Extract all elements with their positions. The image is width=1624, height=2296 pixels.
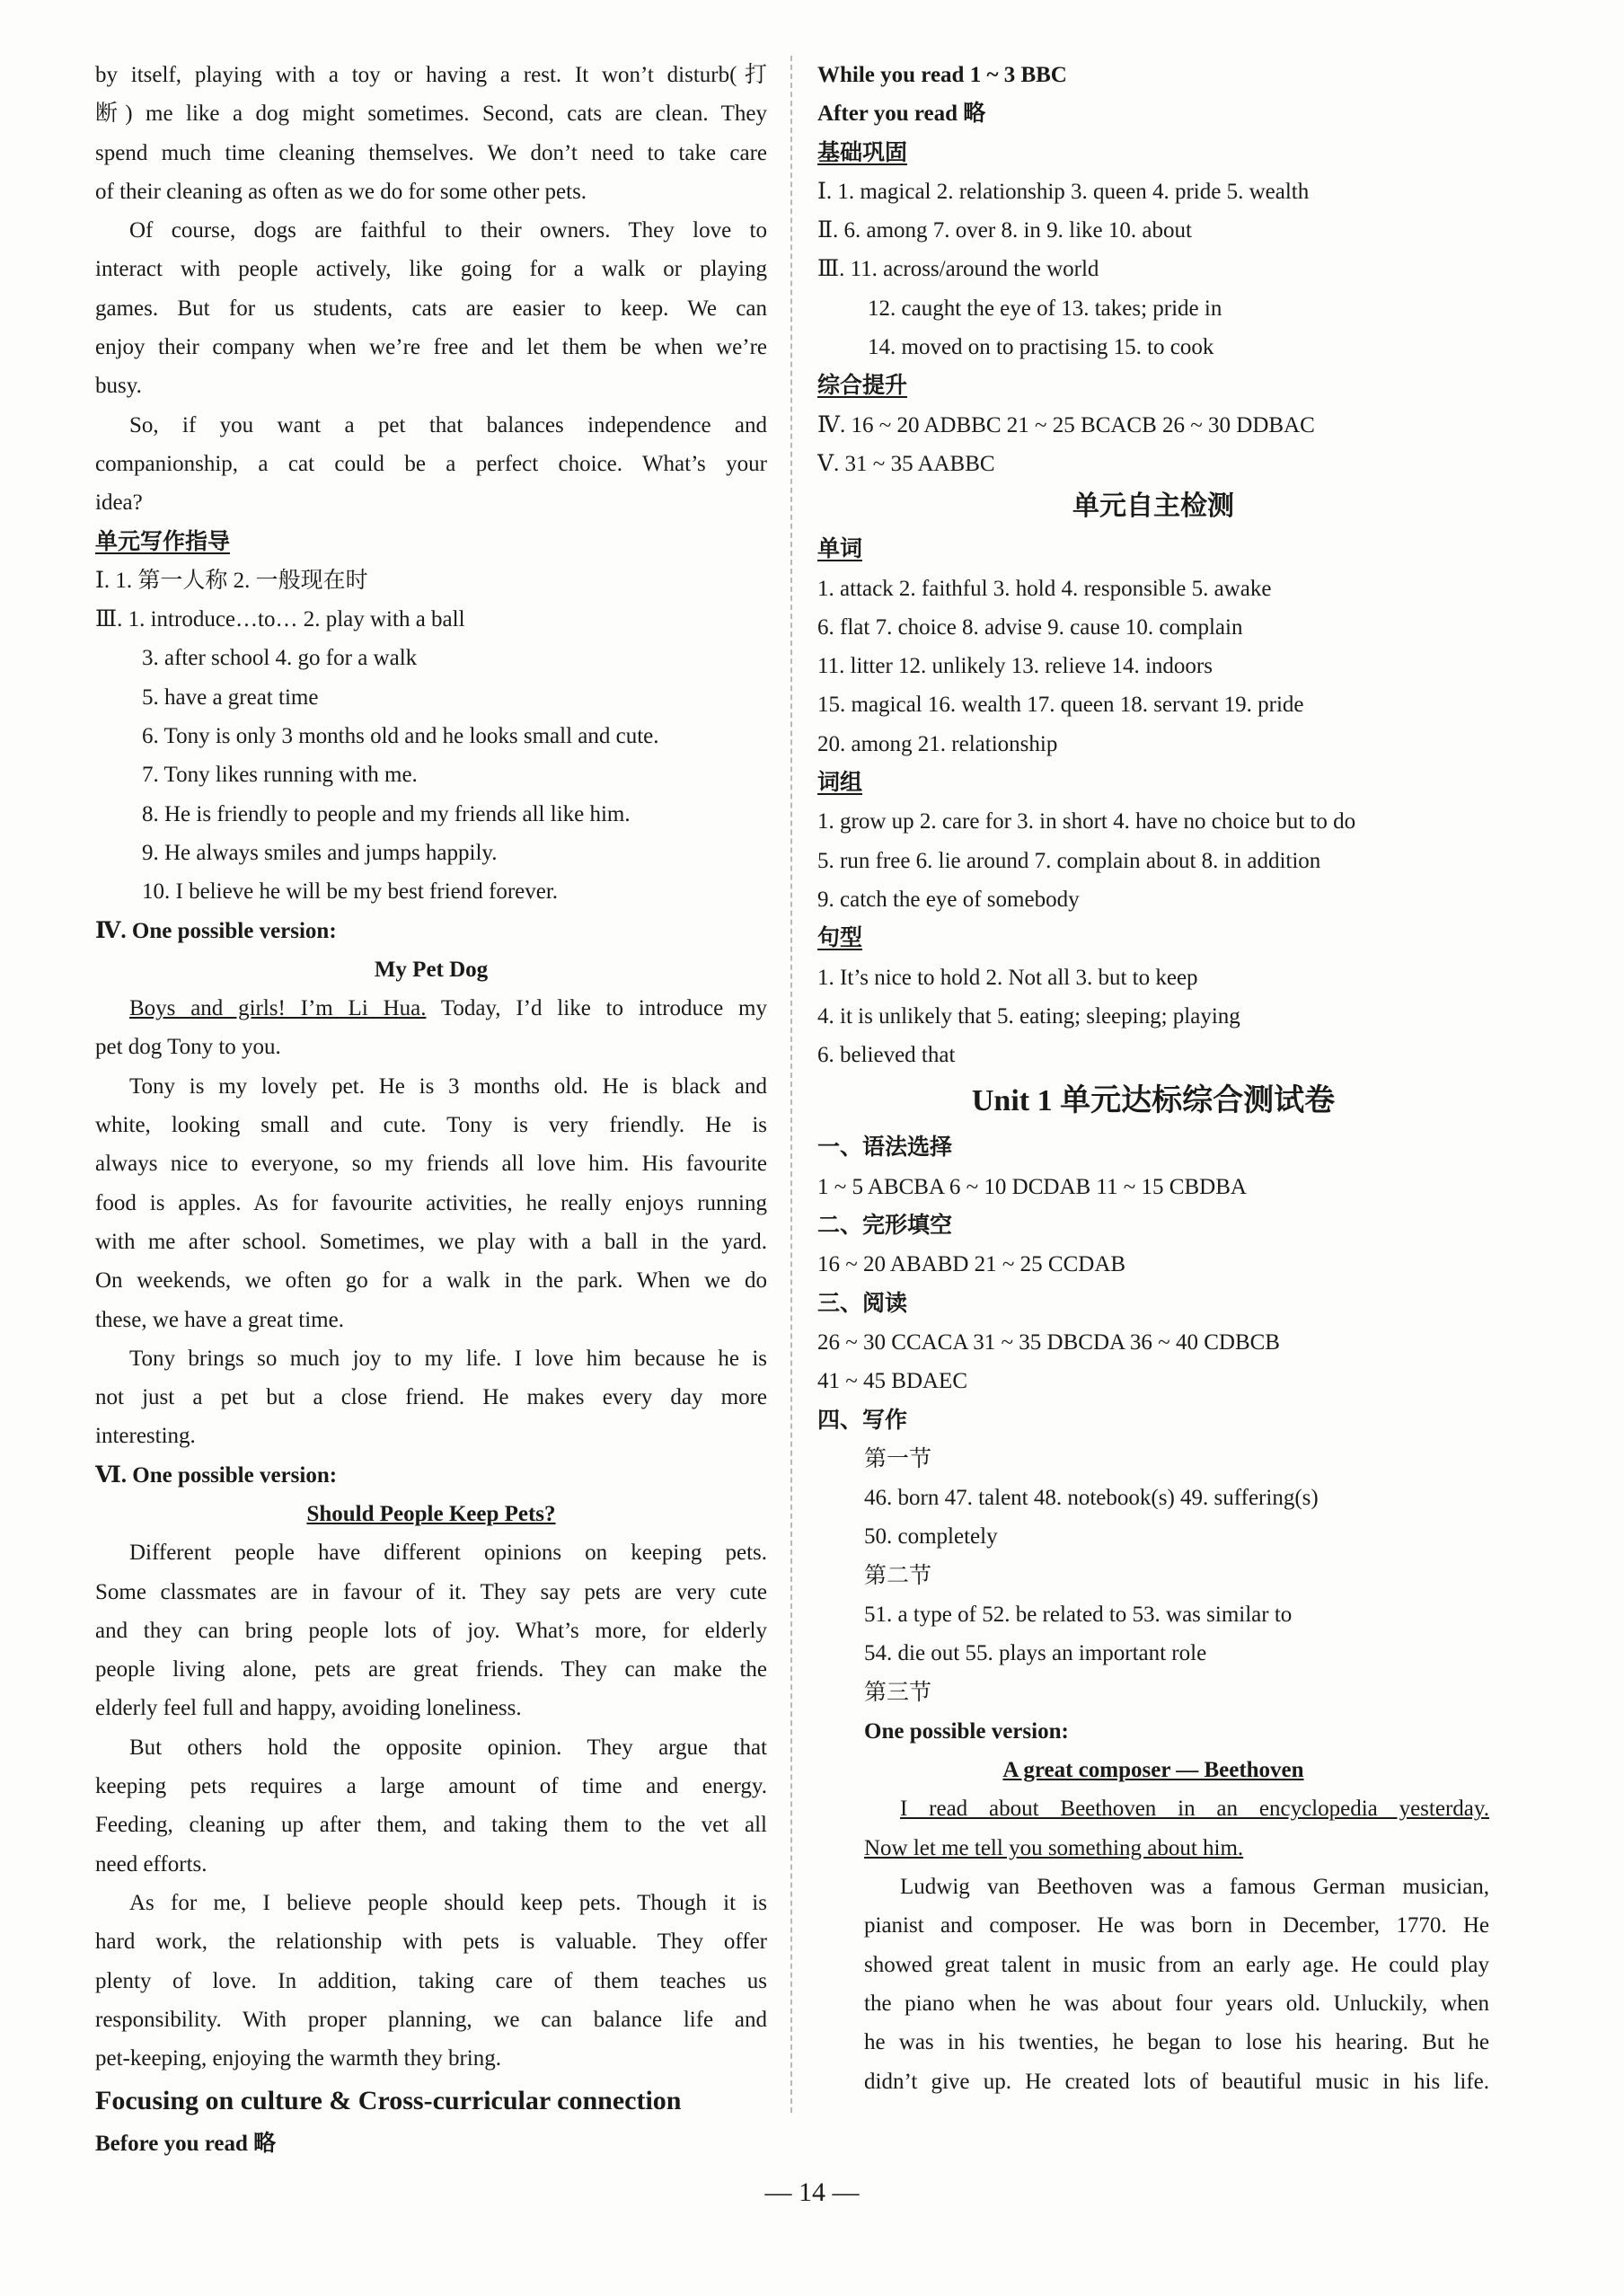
right-text-line: 单词 — [817, 537, 863, 562]
left-text-line: My Pet Dog — [374, 957, 489, 982]
left-text-line: Some classmates are in favour of it. They say pets are very cute — [95, 1579, 767, 1604]
left-text-line: hard work, the relationship with pets is valuable. They offer — [95, 1930, 767, 1955]
right-text-line: 14. moved on to practising 15. to cook — [868, 335, 1214, 360]
left-text-line: As for me, I believe people should keep pets. Though it is — [129, 1890, 767, 1915]
left-text-line: spend much time cleaning themselves. We don’t need to take care — [95, 140, 767, 165]
left-text-line: with me after school. Sometimes, we play with a ball in the yard. — [95, 1229, 767, 1254]
left-text-line: Boys and girls! I’m Li Hua. Today, I’d like to introduce my — [129, 996, 767, 1021]
left-text-line: pet-keeping, enjoying the warmth they bring. — [95, 2046, 501, 2071]
left-text-line: idea? — [95, 490, 143, 516]
right-text-line: Ⅰ. 1. magical 2. relationship 3. queen 4. pride 5. wealth — [817, 179, 1310, 204]
right-text-line: 12. caught the eye of 13. takes; pride in — [868, 296, 1222, 321]
right-text-line: 9. catch the eye of somebody — [817, 887, 1080, 912]
right-text-line: Unit 1 单元达标综合测试卷 — [971, 1084, 1336, 1118]
left-text-line: of their cleaning as often as we do for some other pets. — [95, 179, 587, 204]
right-text-line: 1. grow up 2. care for 3. in short 4. have no choice but to do — [817, 809, 1356, 835]
left-text-line: So, if you want a pet that balances independence and — [129, 412, 767, 437]
left-text-line: keeping pets requires a large amount of time and energy. — [95, 1774, 767, 1799]
right-text-line: the piano when he was about four years old. Unluckily, when — [864, 1991, 1489, 2016]
left-text-line: Focusing on culture & Cross-curricular connection — [95, 2086, 682, 2116]
right-text-line: Ⅲ. 11. across/around the world — [817, 257, 1099, 282]
left-text-line: interesting. — [95, 1424, 196, 1449]
left-text-line: food is apples. As for favourite activities, he really enjoys running — [95, 1190, 767, 1215]
right-text-line: 41 ~ 45 BDAEC — [817, 1369, 968, 1394]
right-text-line: 词组 — [817, 771, 863, 796]
right-text-line: 基础巩固 — [817, 140, 908, 165]
right-text-line: 51. a type of 52. be related to 53. was similar to — [864, 1602, 1293, 1627]
left-text-line: On weekends, we often go for a walk in the park. When we do — [95, 1268, 767, 1294]
right-text-line: 二、完形填空 — [817, 1214, 953, 1239]
right-text-line: didn’t give up. He created lots of beautiful music in his life. — [864, 2069, 1489, 2094]
right-text-line: A great composer — Beethoven — [1002, 1758, 1304, 1783]
left-text-line: white, looking small and cute. Tony is very friendly. He is — [95, 1113, 767, 1138]
left-text-line: people living alone, pets are great friends. They can make the — [95, 1657, 767, 1682]
left-text-line: Before you read 略 — [95, 2132, 277, 2157]
left-text-line: 单元写作指导 — [95, 529, 231, 554]
left-text-line: responsibility. With proper planning, we can balance life and — [95, 2007, 767, 2032]
left-text-line: not just a pet but a close friend. He makes every day more — [95, 1385, 767, 1410]
left-text-line: and they can bring people lots of joy. What’s more, for elderly — [95, 1618, 767, 1643]
left-column — [95, 56, 767, 2164]
right-text-line: 综合提升 — [817, 374, 908, 399]
left-text-line: companionship, a cat could be a perfect choice. What’s your — [95, 451, 767, 476]
column-divider — [790, 56, 792, 2113]
left-text-line: elderly feel full and happy, avoiding loneliness. — [95, 1696, 522, 1721]
left-text-line: by itself, playing with a toy or having a rest. It won’t disturb(打 — [95, 63, 767, 87]
right-text-line: 第三节 — [864, 1680, 932, 1705]
left-text-line: 断) me like a dog might sometimes. Second, cats are clean. They — [95, 102, 767, 127]
left-text-line: enjoy their company when we’re free and let them be when we’re — [95, 335, 767, 360]
left-text-line: 6. Tony is only 3 months old and he looks small and cute. — [142, 724, 659, 749]
right-text-line: 第一节 — [864, 1446, 932, 1471]
right-text-line: 单元自主检测 — [1072, 491, 1234, 522]
right-text-line: 46. born 47. talent 48. notebook(s) 49. suffering(s) — [864, 1486, 1319, 1511]
right-text-line: showed great talent in music from an early age. He could play — [864, 1952, 1489, 1977]
left-text-line: need efforts. — [95, 1851, 207, 1877]
left-text-line: 5. have a great time — [142, 684, 319, 710]
left-text-line: 10. I believe he will be my best friend forever. — [142, 879, 559, 905]
left-text-line: Ⅰ. 1. 第一人称 2. 一般现在时 — [95, 568, 368, 593]
right-text-line: Now let me tell you something about him. — [864, 1835, 1244, 1860]
right-text-line: 1 ~ 5 ABCBA 6 ~ 10 DCDAB 11 ~ 15 CBDBA — [817, 1174, 1247, 1199]
right-text-line: 1. attack 2. faithful 3. hold 4. responsible 5. awake — [817, 576, 1272, 601]
right-text-line: 1. It’s nice to hold 2. Not all 3. but to keep — [817, 965, 1198, 990]
right-text-line: 5. run free 6. lie around 7. complain about 8. in addition — [817, 848, 1321, 873]
right-text-line: 四、写作 — [817, 1408, 908, 1433]
right-text-line: 50. completely — [864, 1524, 998, 1550]
left-text-line: Tony brings so much joy to my life. I love him because he is — [129, 1346, 767, 1371]
left-text-line: But others hold the opposite opinion. They argue that — [129, 1735, 767, 1760]
right-text-line: 26 ~ 30 CCACA 31 ~ 35 DBCDA 36 ~ 40 CDBCB — [817, 1329, 1280, 1355]
left-text-line: these, we have a great time. — [95, 1307, 344, 1332]
right-text-line: 6. flat 7. choice 8. advise 9. cause 10. complain — [817, 614, 1243, 640]
left-text-line: 9. He always smiles and jumps happily. — [142, 840, 498, 865]
right-text-line: 一、语法选择 — [817, 1135, 953, 1161]
right-text-line: 6. believed that — [817, 1043, 956, 1068]
left-text-line: busy. — [95, 374, 142, 399]
left-text-line: pet dog Tony to you. — [95, 1035, 281, 1060]
right-text-line: After you read 略 — [817, 102, 986, 127]
left-text-line: Tony is my lovely pet. He is 3 months old. He is black and — [129, 1073, 767, 1099]
right-text-line: 15. magical 16. wealth 17. queen 18. servant 19. pride — [817, 693, 1304, 718]
left-text-line: Ⅵ. One possible version: — [95, 1462, 338, 1488]
right-text-line: 句型 — [817, 926, 863, 951]
left-text-line: Feeding, cleaning up after them, and taking them to the vet all — [95, 1813, 767, 1838]
left-text-line: Different people have different opinions on keeping pets. — [129, 1541, 767, 1566]
right-text-line: 16 ~ 20 ABABD 21 ~ 25 CCDAB — [817, 1252, 1126, 1277]
left-text-line: Of course, dogs are faithful to their owners. They love to — [129, 218, 767, 243]
right-text-line: Ⅴ. 31 ~ 35 AABBC — [817, 451, 995, 476]
page-number: — 14 — — [764, 2177, 860, 2207]
right-column — [817, 56, 1489, 2101]
left-text-line: 7. Tony likes running with me. — [142, 763, 418, 788]
right-text-line: pianist and composer. He was born in December, 1770. He — [864, 1913, 1489, 1938]
right-text-line: he was in his twenties, he began to lose his hearing. But he — [864, 2030, 1489, 2055]
left-text-line: always nice to everyone, so my friends all love him. His favourite — [95, 1152, 767, 1177]
left-text-line: games. But for us students, cats are easier to keep. We can — [95, 296, 767, 321]
left-text-line: 3. after school 4. go for a walk — [142, 646, 418, 671]
right-text-line: 11. litter 12. unlikely 13. relieve 14. indoors — [817, 654, 1213, 679]
right-text-line: 20. among 21. relationship — [817, 731, 1058, 756]
right-text-line: Ⅳ. 16 ~ 20 ADBBC 21 ~ 25 BCACB 26 ~ 30 DDBAC — [817, 412, 1315, 437]
right-text-line: Ludwig van Beethoven was a famous German musician, — [900, 1875, 1489, 1900]
left-text-line: Ⅳ. One possible version: — [95, 918, 337, 943]
left-text-line: plenty of love. In addition, taking care of them teaches us — [95, 1968, 767, 1993]
right-text-line: 4. it is unlikely that 5. eating; sleeping; playing — [817, 1003, 1240, 1029]
right-text-line: 第二节 — [864, 1563, 932, 1588]
left-text-line: interact with people actively, like going for a walk or playing — [95, 257, 767, 282]
left-text-line: Should People Keep Pets? — [306, 1501, 556, 1526]
right-text-line: While you read 1 ~ 3 BBC — [817, 63, 1067, 87]
right-text-line: I read about Beethoven in an encyclopedia yesterday. — [900, 1797, 1489, 1822]
right-text-line: 54. die out 55. plays an important role — [864, 1641, 1207, 1666]
right-text-line: One possible version: — [864, 1718, 1069, 1744]
right-text-line: Ⅱ. 6. among 7. over 8. in 9. like 10. about — [817, 218, 1192, 243]
left-text-line: Ⅲ. 1. introduce…to… 2. play with a ball — [95, 607, 465, 632]
left-text-line: 8. He is friendly to people and my friends all like him. — [142, 801, 631, 826]
right-text-line: 三、阅读 — [817, 1291, 908, 1316]
